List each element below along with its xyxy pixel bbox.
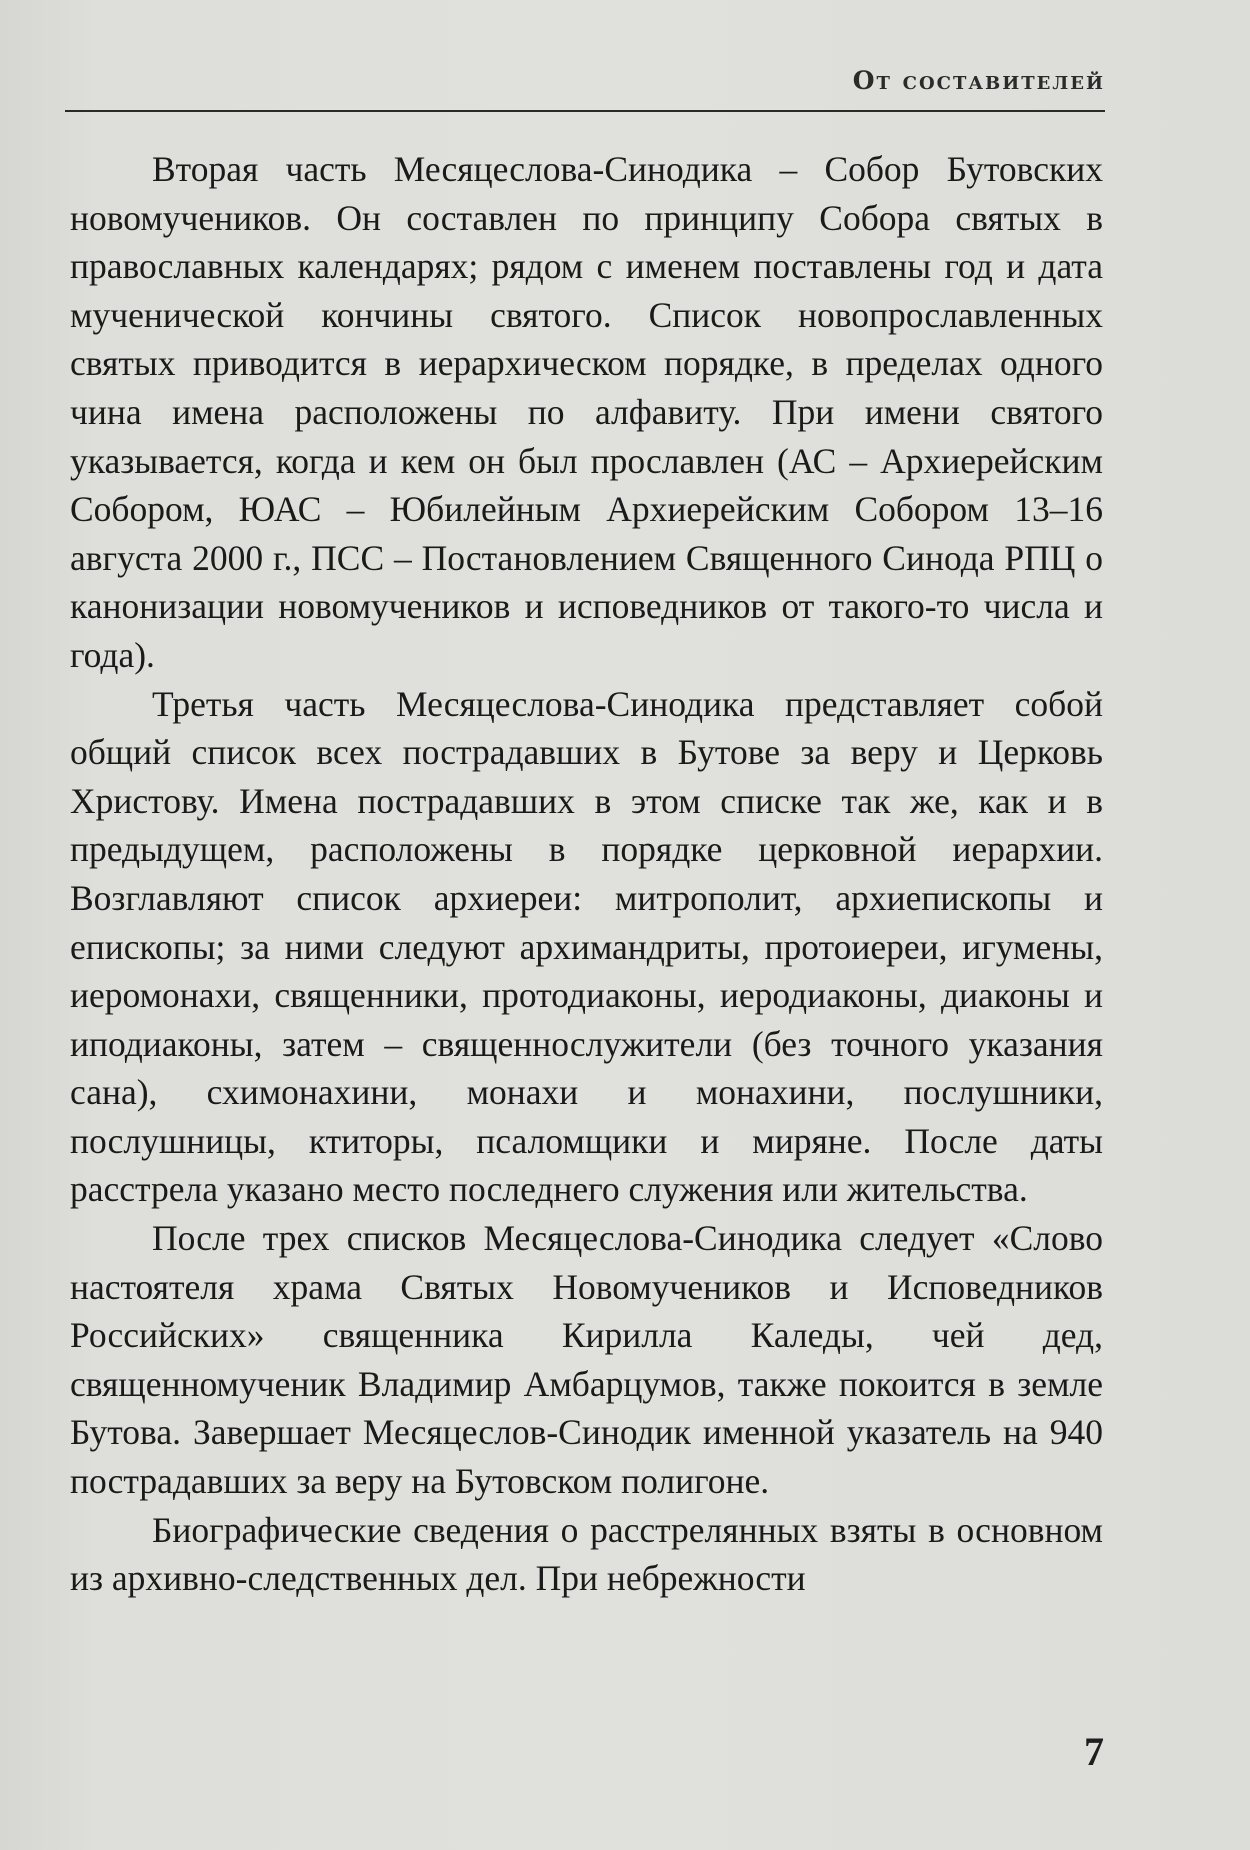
paragraph: Вторая часть Месяцеслова-Синодика – Собор Бутовских новомучеников. Он составлен по принципу Собора святых в православных календарях; рядом с именем поставлены год и дата мученической кончины святого. Список новопрославленных святых приводится в иерархическом порядке, в пределах одного чина имена расположены по алфавиту. При имени святого указывается, когда и кем он был прославлен (АС – Архиерейским Собором, ЮАС – Юбилейным Архиерейским Собором 13–16 августа 2000 г., ПСС – Постановлением Священного Синода РПЦ о канонизации новомучеников и исповедников от такого-то числа и года). <box>70 149 1103 675</box>
body-text <box>70 145 1103 1603</box>
running-header <box>65 64 1105 112</box>
paragraph: Биографические сведения о расстрелянных взяты в основном из архивно-следственных дел. При небрежности <box>70 1509 1103 1599</box>
running-header-title: От составителей <box>852 66 1105 95</box>
page-number: 7 <box>1084 1729 1104 1774</box>
paragraph: Третья часть Месяцеслова-Синодика представляет собой общий список всех пострадавших в Бутове за веру и Церковь Христову. Имена пострадавших в этом списке так же, как и в предыдущем, расположены в порядке церковной иерархии. Возглавляют список архиереи: митрополит, архиепископы и епископы; за ними следуют архимандриты, протоиереи, игумены, иеромонахи, священники, протодиаконы, иеродиаконы, диаконы и иподиаконы, затем – священнослужители (без точного указания сана), схимонахини, монахи и монахини, послушники, послушницы, ктиторы, псаломщики и миряне. После даты расстрела указано место последнего служения или жительства. <box>70 683 1103 1210</box>
paragraph: После трех списков Месяцеслова-Синодика следует «Слово настоятеля храма Святых Новомучеников и Исповедников Российских» священника Кирилла Каледы, чей дед, священномученик Владимир Амбарцумов, также покоится в земле Бутова. Завершает Месяцеслов-Синодик именной указатель на 940 пострадавших за веру на Бутовском полигоне. <box>70 1218 1103 1502</box>
